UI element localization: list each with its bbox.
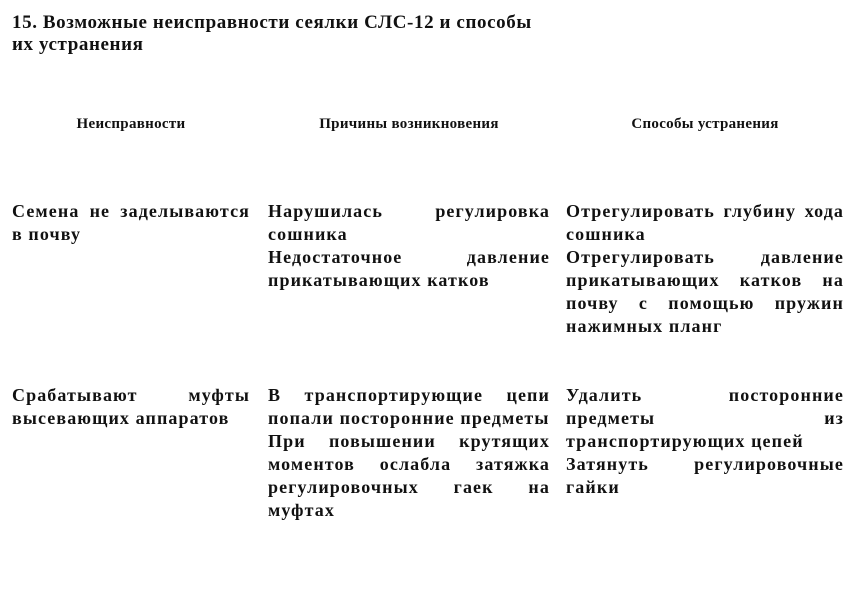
- table-title-line-2: их устранения: [12, 34, 144, 55]
- row-1-cause-2: Недостаточное давление прикатывающих катков: [268, 247, 550, 290]
- row-1-fault-text: Семена не заделываются в почву: [12, 201, 250, 244]
- row-2-fault: [12, 384, 250, 430]
- row-1-remedy-1: Отрегулировать глубину хода сошника: [566, 201, 844, 244]
- row-2-remedy-2: Затянуть регулировочные гайки: [566, 454, 844, 497]
- row-2-fault-text: Срабатывают муфты высевающих аппаратов: [12, 385, 250, 428]
- row-1-causes: [268, 200, 550, 292]
- table-title: [12, 12, 812, 56]
- row-2-causes: [268, 384, 550, 522]
- column-header-causes: Причины возникновения: [319, 116, 499, 132]
- row-1-remedies: [566, 200, 844, 338]
- row-2-cause-2: При повышении крутящих моментов ослабла затяжка регулировочных гаек на муфтах: [268, 431, 550, 520]
- table-title-line-1: 15. Возможные неисправности сеялки СЛС-12 и способы: [12, 12, 532, 33]
- column-header-faults: Неисправности: [76, 116, 186, 132]
- row-1-remedy-2: Отрегулировать давление прикатывающих катков на почву с помощью пружин нажимных планг: [566, 247, 844, 336]
- row-2-remedy-1: Удалить посторонние предметы из транспортирующих цепей: [566, 385, 844, 451]
- row-2-cause-1: В транспортирующие цепи попали посторонние предметы: [268, 385, 550, 428]
- row-1-fault: [12, 200, 250, 246]
- row-1-cause-1: Нарушилась регулировка сошника: [268, 201, 550, 244]
- column-header-remedies: Способы устранения: [631, 116, 779, 132]
- row-2-remedies: [566, 384, 844, 499]
